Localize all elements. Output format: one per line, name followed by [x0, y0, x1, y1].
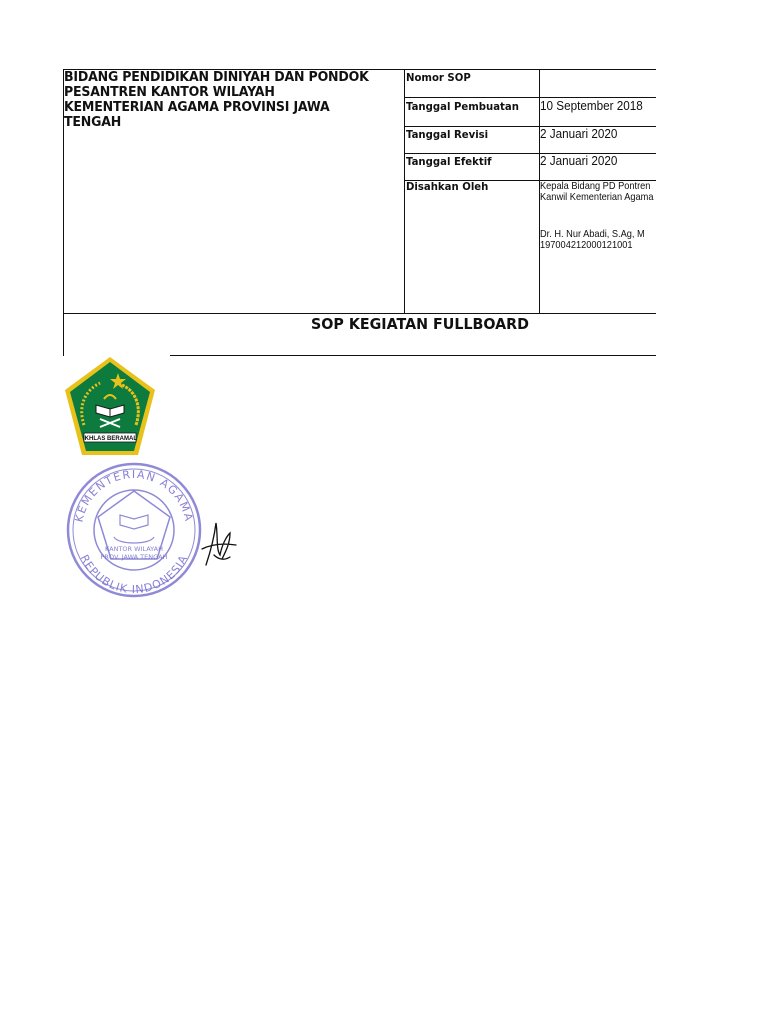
- label-tanggal-pembuatan: Tanggal Pembuatan: [406, 100, 519, 113]
- approver-name: Dr. H. Nur Abadi, S.Ag, M: [540, 228, 645, 240]
- stamp-ring-bottom: REPUBLIK INDONESIA: [77, 552, 191, 597]
- table-header-bottom: [63, 313, 656, 314]
- kemenag-logo-icon: [62, 355, 158, 459]
- label-tanggal-efektif: Tanggal Efektif: [406, 155, 492, 168]
- approver-nip: 197004212000121001: [540, 239, 633, 251]
- approver-position-line2: Kanwil Kementerian Agama: [540, 191, 654, 203]
- value-tanggal-revisi: 2 Januari 2020: [540, 126, 618, 141]
- table-row-divider-2: [404, 126, 656, 127]
- label-nomor-sop: Nomor SOP: [406, 71, 471, 84]
- table-row-divider-3: [404, 153, 656, 154]
- stamp-inner-line2: PROV. JAWA TENGAH: [100, 553, 168, 561]
- value-tanggal-pembuatan: 10 September 2018: [540, 98, 643, 113]
- svg-text:KEMENTERIAN AGAMA: [73, 468, 196, 524]
- label-disahkan-oleh: Disahkan Oleh: [406, 180, 489, 193]
- signature-icon: [196, 515, 240, 575]
- title-underline: [170, 355, 656, 356]
- stamp-inner-line1: KANTOR WILAYAH: [105, 545, 163, 553]
- official-stamp-icon: [62, 455, 202, 605]
- document-title: SOP KEGIATAN FULLBOARD: [311, 315, 529, 333]
- svg-text:IKHLAS BERAMAL: IKHLAS BERAMAL: [83, 436, 137, 442]
- label-tanggal-revisi: Tanggal Revisi: [406, 128, 489, 141]
- approver-position-line1: Kepala Bidang PD Pontren: [540, 180, 651, 192]
- value-tanggal-efektif: 2 Januari 2020: [540, 153, 618, 168]
- stamp-ring-top: KEMENTERIAN AGAMA: [72, 467, 196, 524]
- organization-name: BIDANG PENDIDIKAN DINIYAH DAN PONDOK PESANTREN KANTOR WILAYAH KEMENTERIAN AGAMA PROVINSI JAWA TENGAH: [64, 69, 369, 130]
- table-col-divider-1: [404, 69, 405, 313]
